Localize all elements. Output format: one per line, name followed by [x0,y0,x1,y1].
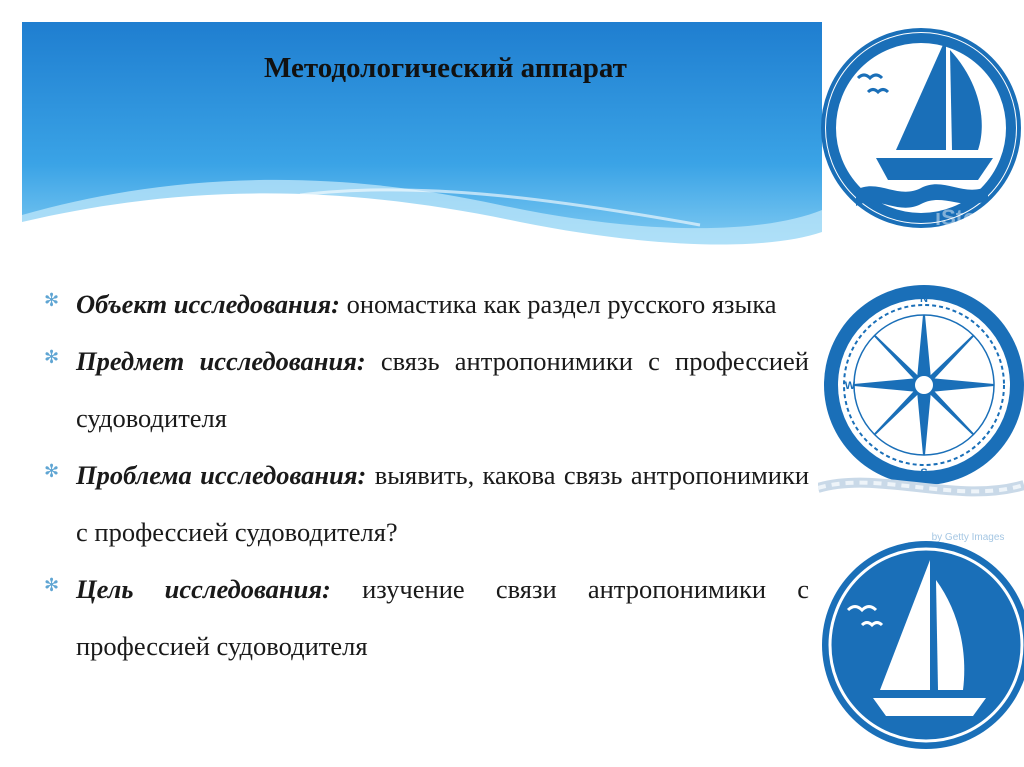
asterisk-bullet-icon: ✻ [44,290,60,311]
bullet-text [76,333,809,447]
bullet-problem [44,447,809,561]
asterisk-bullet-icon: ✻ [44,461,60,482]
bullet-goal [44,561,809,675]
bullet-description: изучение связи антропонимики с профессией судоводителя [76,574,810,661]
bullet-description: ономастика как раздел русского языка [339,289,777,319]
bullet-term: Объект исследования: [76,289,340,319]
bullet-description: связь антропонимики с профессией судоводителя [76,346,809,433]
bullet-text [76,561,809,675]
bullet-term: Предмет исследования: [76,346,366,376]
nautical-emblems [818,0,1024,767]
bullet-subject [44,333,809,447]
bullet-text [76,276,809,333]
watermark-text: iStock [934,205,1002,230]
compass-south-label: S [920,467,928,479]
compass-north-label: N [920,293,928,305]
sailboat-emblem-icon [823,30,1019,226]
asterisk-bullet-icon: ✻ [44,575,60,596]
compass-west-label: W [844,380,856,392]
bullet-term: Цель исследования: [76,574,331,604]
bullet-term: Проблема исследования: [76,460,367,490]
slide-title: Методологический аппарат [264,52,627,84]
rope-divider [818,483,1024,492]
sailboat-emblem-2-icon [822,541,1024,749]
bullet-list [44,276,809,675]
bullet-description: выявить, какова связь антропонимики с профессией судоводителя? [76,460,810,547]
asterisk-bullet-icon: ✻ [44,347,60,368]
bullet-object [44,276,809,333]
bullet-text [76,447,809,561]
compass-rose-emblem-icon [824,285,1024,485]
watermark-subtext: by Getty Images [931,532,1005,543]
